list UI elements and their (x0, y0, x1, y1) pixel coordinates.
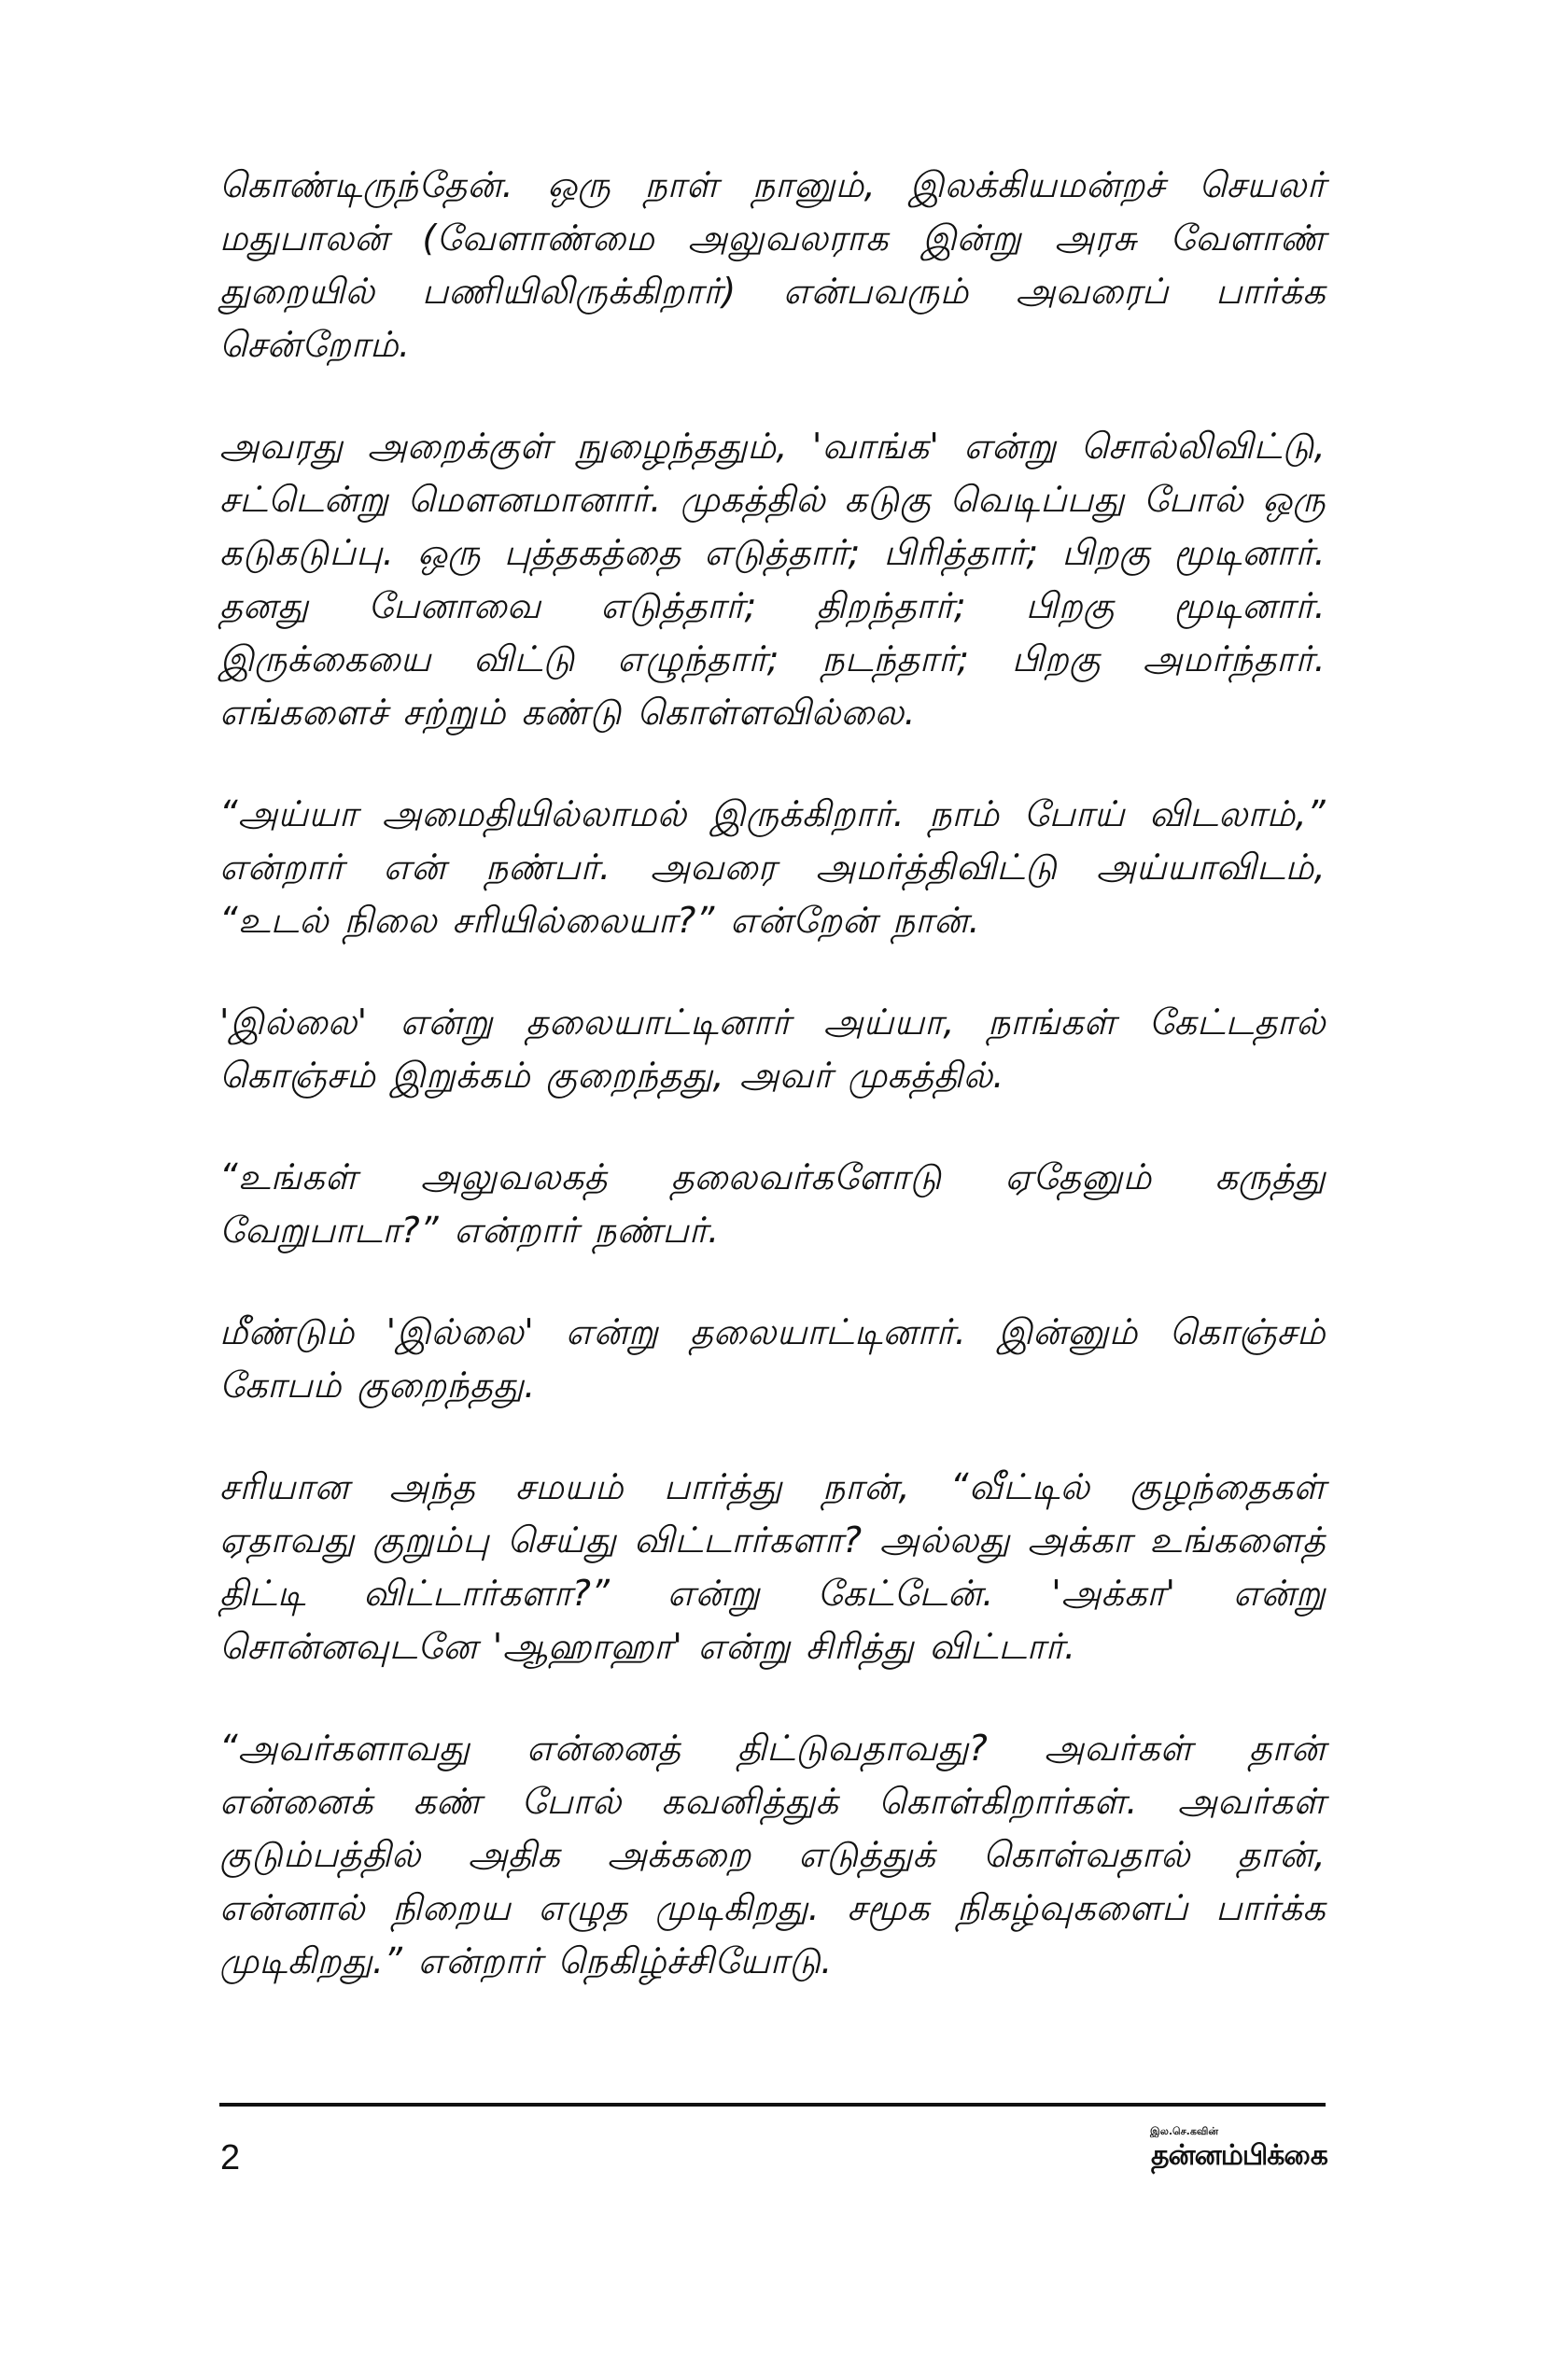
paragraph-7: சரியான அந்த சமயம் பார்த்து நான், “வீட்டில் குழந்தைகள் ஏதாவது குறும்பு செய்து விட்டார்களா? அல்லது அக்கா உங்களைத் திட்டி விட்டார்களா?” என்று கேட்டேன். 'அக்கா' என்று சொன்னவுடனே 'ஆஹாஹா' என்று சிரித்து விட்டார். (219, 1466, 1326, 1667)
footer-logo (1094, 2126, 1327, 2182)
paragraph-5: “உங்கள் அலுவலகத் தலைவர்களோடு ஏதேனும் கருத்து வேறுபாடா?” என்றார் நண்பர். (219, 1156, 1326, 1251)
logo-author-text: இல.செ.கவின் (1150, 2125, 1219, 2137)
page-body (219, 159, 1326, 2037)
logo-title-text: தன்னம்பிக்கை (1151, 2139, 1327, 2172)
paragraph-4: 'இல்லை' என்று தலையாட்டினார் அய்யா, நாங்கள் கேட்டதால் கொஞ்சம் இறுக்கம் குறைந்தது, அவர் முகத்தில். (219, 1001, 1326, 1096)
footer-divider (219, 2103, 1326, 2107)
paragraph-3: “அய்யா அமைதியில்லாமல் இருக்கிறார். நாம் போய் விடலாம்,” என்றார் என் நண்பர். அவரை அமர்த்திவிட்டு அய்யாவிடம், “உடல் நிலை சரியில்லையா?” என்றேன் நான். (219, 793, 1326, 941)
paragraph-8: “அவர்களாவது என்னைத் திட்டுவதாவது? அவர்கள் தான் என்னைக் கண் போல் கவனித்துக் கொள்கிறார்கள். அவர்கள் குடும்பத்தில் அதிக அக்கறை எடுத்துக் கொள்வதால் தான், என்னால் நிறைய எழுத முடிகிறது. சமூக நிகழ்வுகளைப் பார்க்க முடிகிறது.” என்றார் நெகிழ்ச்சியோடு. (219, 1728, 1326, 1981)
paragraph-2: அவரது அறைக்குள் நுழைந்ததும், 'வாங்க' என்று சொல்லிவிட்டு, சட்டென்று மௌனமானார். முகத்தில் கடுகு வெடிப்பது போல் ஒரு கடுகடுப்பு. ஒரு புத்தகத்தை எடுத்தார்; பிரித்தார்; பிறகு மூடினார். தனது பேனாவை எடுத்தார்; திறந்தார்; பிறகு மூடினார். இருக்கையை விட்டு எழுந்தார்; நடந்தார்; பிறகு அமர்ந்தார். எங்களைச் சற்றும் கண்டு கொள்ளவில்லை. (219, 426, 1326, 733)
page-number: 2 (220, 2138, 241, 2177)
paragraph-1: கொண்டிருந்தேன். ஒரு நாள் நானும், இலக்கியமன்றச் செயலர் மதுபாலன் (வேளாண்மை அலுவலராக இன்று அரசு வேளாண் துறையில் பணியிலிருக்கிறார்) என்பவரும் அவரைப் பார்க்க சென்றோம். (219, 164, 1326, 365)
paragraph-6: மீண்டும் 'இல்லை' என்று தலையாட்டினார். இன்னும் கொஞ்சம் கோபம் குறைந்தது. (219, 1311, 1326, 1406)
